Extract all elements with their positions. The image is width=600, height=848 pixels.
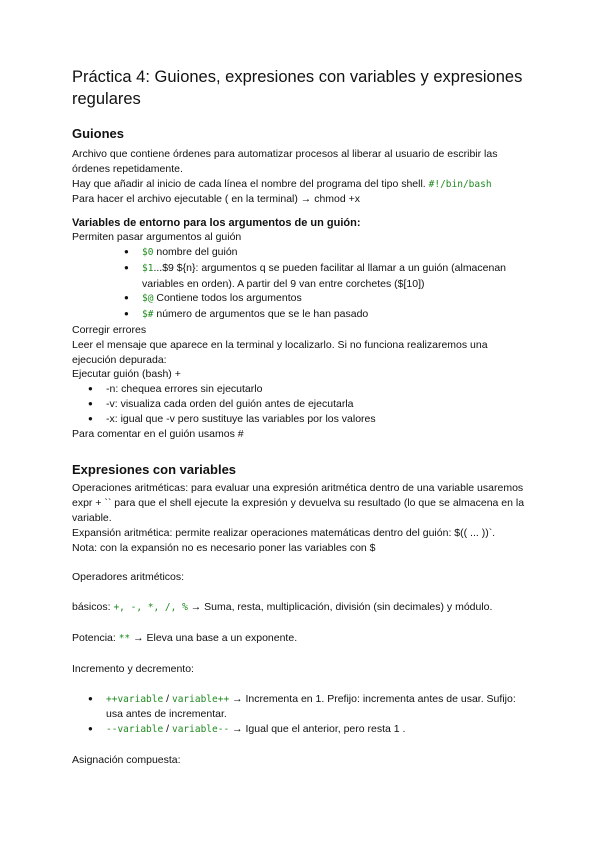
paragraph: básicos: +, -, *, /, % → Suma, resta, multiplicación, división (sin decimales) y módulo. bbox=[72, 601, 493, 614]
list-item: ● $1...$9 ${n}: argumentos q se pueden facilitar al llamar a un guión (almacenan variables en orden). A partir del 9 van entre corchetes ($[10]) bbox=[124, 261, 507, 290]
page-title: Práctica 4: Guiones, expresiones con variables y expresiones regulares bbox=[72, 68, 523, 108]
subsection-heading: Variables de entorno para los argumentos de un guión: bbox=[72, 217, 361, 230]
paragraph: Para hacer el archivo ejecutable ( en la terminal) → chmod +x bbox=[72, 193, 361, 206]
shebang-code: #!/bin/bash bbox=[428, 178, 492, 190]
paragraph: Incremento y decremento: bbox=[72, 662, 194, 675]
paragraph: Nota: con la expansión no es necesario poner las variables con $ bbox=[72, 541, 376, 554]
paragraph: Expansión aritmética: permite realizar operaciones matemáticas dentro del guión: $(( ... ))`. bbox=[72, 526, 496, 539]
paragraph: Leer el mensaje que aparece en la terminal y localizarlo. Si no funciona realizaremos una ejecución depurada: bbox=[72, 338, 488, 366]
paragraph: Operaciones aritméticas: para evaluar una expresión aritmética dentro de una variable usaremos expr + `` para que el shell ejecute la expresión y devuelva su resultado (lo que se almacena en la variable. bbox=[72, 482, 525, 524]
paragraph: Permiten pasar argumentos al guión bbox=[72, 231, 242, 244]
list-item: ● --variable / variable-- → Igual que el anterior, pero resta 1 . bbox=[88, 723, 406, 736]
paragraph: Potencia: ** → Eleva una base a un exponente. bbox=[72, 631, 298, 644]
paragraph: Archivo que contiene órdenes para automatizar procesos al liberar al usuario de escribir las órdenes repetidamente. bbox=[72, 148, 498, 175]
document-page bbox=[72, 66, 532, 768]
section-heading-expresiones: Expresiones con variables bbox=[72, 462, 237, 478]
paragraph: Hay que añadir al inicio de cada línea el nombre del programa del tipo shell. #!/bin/bash bbox=[72, 177, 492, 190]
paragraph: Ejecutar guión (bash) + bbox=[72, 368, 181, 381]
list-item: ● -x: igual que -v pero sustituye las variables por los valores bbox=[88, 412, 376, 425]
list-item: ● $0 nombre del guión bbox=[124, 245, 238, 258]
power-code: ** bbox=[118, 632, 131, 644]
list-item: ● ++variable / variable++ → Incrementa en 1. Prefijo: incrementa antes de usar. Sufijo: usa antes de incrementar. bbox=[88, 692, 516, 721]
list-item: ● -n: chequea errores sin ejecutarlo bbox=[88, 383, 263, 396]
paragraph: Para comentar en el guión usamos # bbox=[72, 427, 244, 440]
debug-options-list bbox=[72, 382, 532, 426]
paragraph: Operadores aritméticos: bbox=[72, 571, 185, 584]
operators-code: +, -, *, /, % bbox=[113, 602, 188, 614]
list-item: ● $# número de argumentos que se le han pasado bbox=[124, 308, 369, 321]
increment-list bbox=[72, 692, 532, 738]
arguments-list bbox=[72, 245, 532, 323]
paragraph: Corregir errores bbox=[72, 323, 147, 336]
paragraph: Asignación compuesta: bbox=[72, 753, 181, 766]
section-heading-guiones: Guiones bbox=[72, 126, 125, 141]
list-item: ● -v: visualiza cada orden del guión antes de ejecutarla bbox=[88, 397, 354, 410]
list-item: ● $@ Contiene todos los argumentos bbox=[124, 292, 302, 305]
